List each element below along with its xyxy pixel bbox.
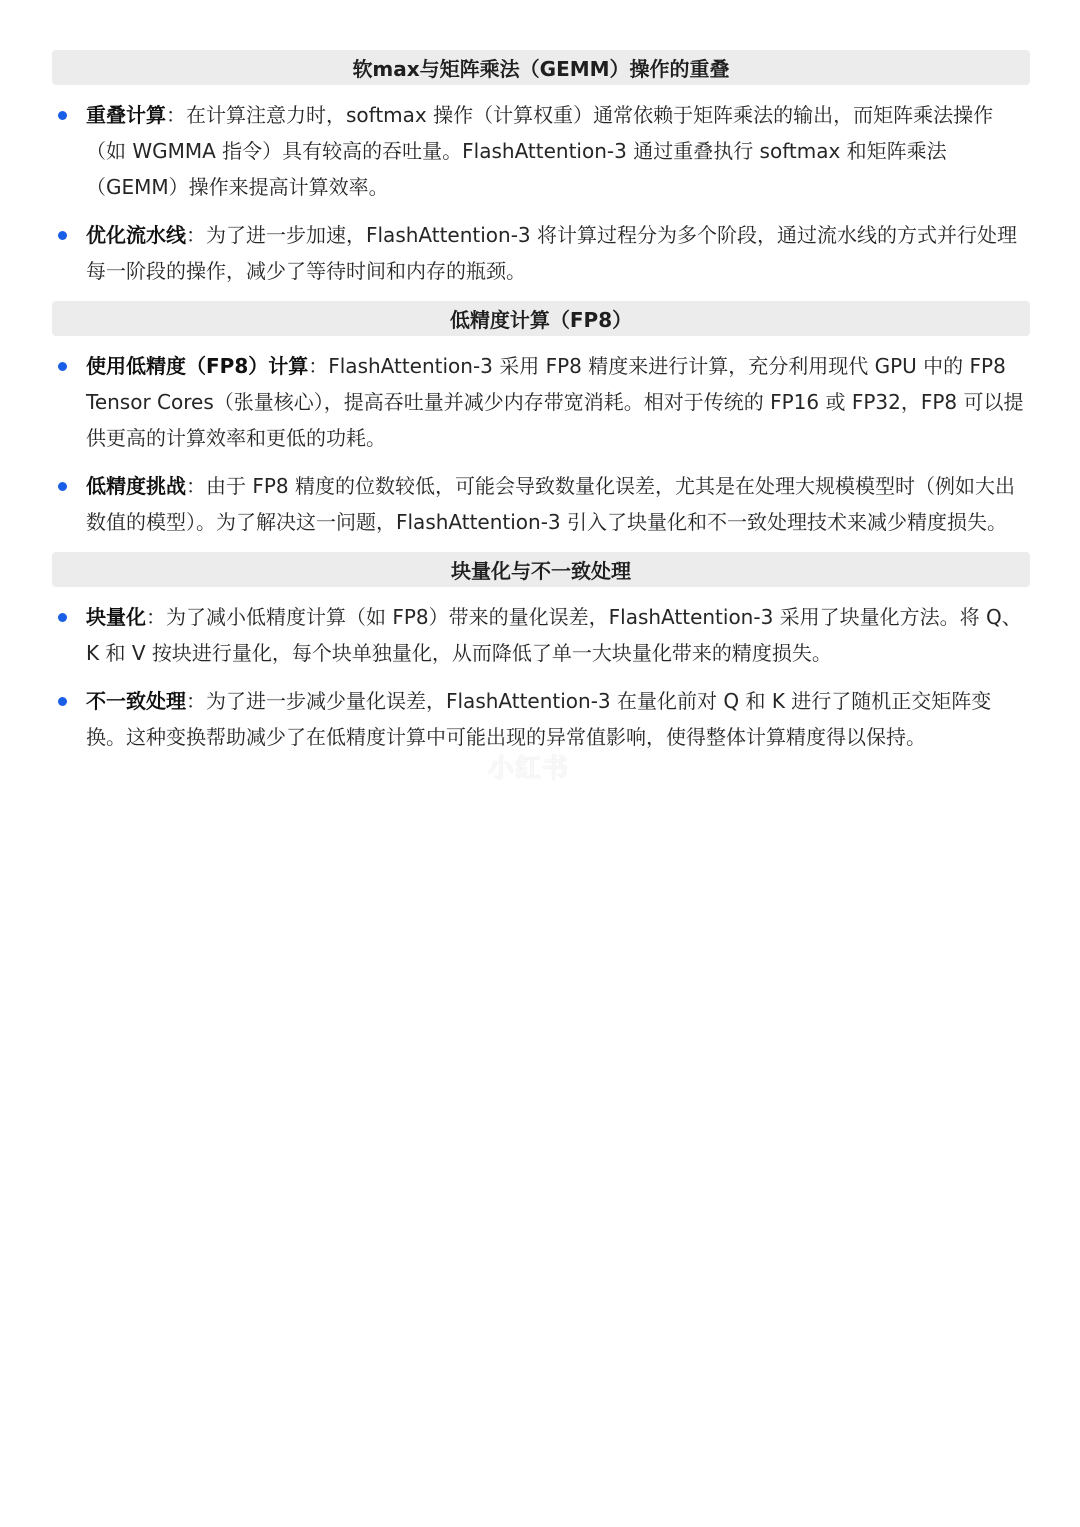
bullet-dot-icon <box>58 697 67 706</box>
bullet-dot-icon <box>58 231 67 240</box>
bullet-text: 由于 FP8 精度的位数较低，可能会导致数量化误差，尤其是在处理大规模模型时（例如大出数值的模型）。为了解决这一问题，FlashAttention-3 引入了块量化和不一致处理技术来减少精度损失。 <box>86 474 1016 534</box>
bullet-separator: ： <box>186 689 206 713</box>
bullet-text: 为了进一步加速，FlashAttention-3 将计算过程分为多个阶段，通过流水线的方式并行处理每一阶段的操作，减少了等待时间和内存的瓶颈。 <box>86 223 1018 283</box>
bullet-text: 为了进一步减少量化误差，FlashAttention-3 在量化前对 Q 和 K 进行了随机正交矩阵变换。这种变换帮助减少了在低精度计算中可能出现的异常值影响，使得整体计算精度得以保持。 <box>86 689 992 749</box>
bullet-list <box>52 97 1030 289</box>
list-item <box>52 683 1030 755</box>
bullet-dot-icon <box>58 111 67 120</box>
section-title: 低精度计算（FP8） <box>52 301 1030 336</box>
bullet-separator: ： <box>166 103 186 127</box>
bullet-term: 优化流水线 <box>86 223 186 247</box>
list-item <box>52 217 1030 289</box>
list-item <box>52 348 1030 456</box>
bullet-separator: ： <box>186 474 206 498</box>
bullet-dot-icon <box>58 362 67 371</box>
list-item <box>52 97 1030 205</box>
bullet-list <box>52 348 1030 540</box>
watermark-logo: 小红书 <box>488 754 570 784</box>
section-block-quantization <box>52 552 1030 755</box>
bullet-term: 使用低精度（FP8）计算 <box>86 354 309 378</box>
bullet-text: 在计算注意力时，softmax 操作（计算权重）通常依赖于矩阵乘法的输出，而矩阵乘法操作（如 WGMMA 指令）具有较高的吞吐量。FlashAttention-3 通过重叠执行 softmax 和矩阵乘法（GEMM）操作来提高计算效率。 <box>86 103 994 199</box>
section-title: 块量化与不一致处理 <box>52 552 1030 587</box>
section-title: 软max与矩阵乘法（GEMM）操作的重叠 <box>52 50 1030 85</box>
bullet-term: 不一致处理 <box>86 689 186 713</box>
bullet-separator: ： <box>186 223 206 247</box>
bullet-dot-icon <box>58 482 67 491</box>
bullet-term: 重叠计算 <box>86 103 166 127</box>
bullet-dot-icon <box>58 613 67 622</box>
bullet-separator: ： <box>146 605 166 629</box>
bullet-term: 块量化 <box>86 605 146 629</box>
section-gemm-overlap <box>52 50 1030 289</box>
bullet-text: 为了减小低精度计算（如 FP8）带来的量化误差，FlashAttention-3 采用了块量化方法。将 Q、K 和 V 按块进行量化，每个块单独量化，从而降低了单一大块量化带来的精度损失。 <box>86 605 1022 665</box>
bullet-separator: ： <box>308 354 329 378</box>
list-item <box>52 468 1030 540</box>
bullet-term: 低精度挑战 <box>86 474 186 498</box>
bullet-list <box>52 599 1030 755</box>
list-item <box>52 599 1030 671</box>
bullet-text: FlashAttention-3 采用 FP8 精度来进行计算，充分利用现代 GPU 中的 FP8 Tensor Cores（张量核心），提高吞吐量并减少内存带宽消耗。相对于传统的 FP16 或 FP32，FP8 可以提供更高的计算效率和更低的功耗。 <box>86 354 1024 450</box>
document-page <box>52 50 1030 767</box>
section-low-precision <box>52 301 1030 540</box>
